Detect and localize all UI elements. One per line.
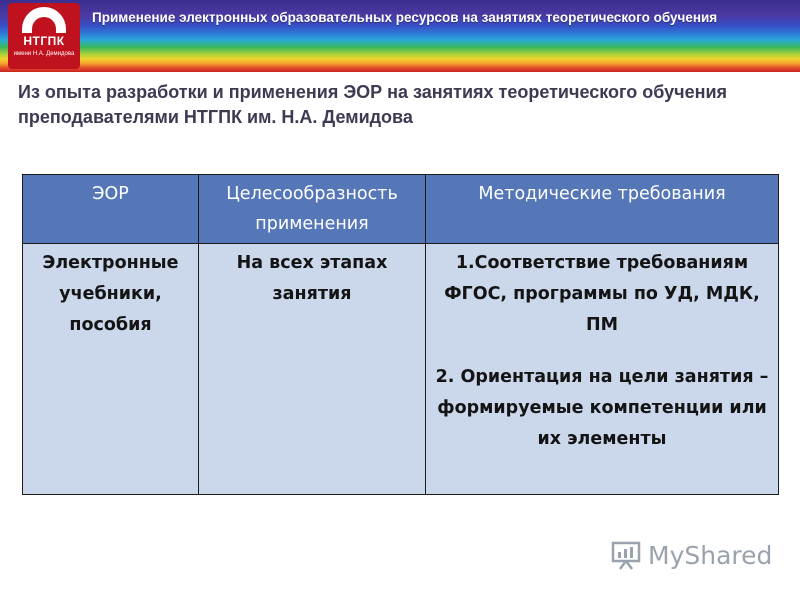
- logo-subtext: имени Н.А. Демидова: [13, 51, 75, 57]
- header-expediency: Целесообразность применения: [199, 175, 426, 244]
- cell-eor-type: Электронные учебники, пособия: [23, 244, 199, 495]
- logo-text: НТГПК: [23, 34, 65, 48]
- cell-requirements: [426, 244, 779, 495]
- requirement-item-1: 1.Соответствие требованиям ФГОС, программы по УД, МДК, ПМ: [444, 253, 760, 335]
- cell-expediency: На всех этапах занятия: [199, 244, 426, 495]
- slide-subtitle: [18, 80, 788, 130]
- table-row: [23, 244, 779, 495]
- header-requirements: Методические требования: [426, 175, 779, 244]
- subtitle-line-2: преподавателями НТГПК им. Н.А. Демидова: [18, 107, 413, 127]
- table-header-row: [23, 175, 779, 244]
- logo-sun-emblem: [22, 7, 66, 33]
- header-eor: ЭОР: [23, 175, 199, 244]
- presentation-board-icon: [610, 539, 642, 571]
- college-logo: [8, 3, 80, 69]
- myshared-watermark: [610, 537, 772, 573]
- header-title: Применение электронных образовательных ресурсов на занятиях теоретического обучения: [92, 10, 718, 25]
- subtitle-line-1: Из опыта разработки и применения ЭОР на занятиях теоретического обучения: [18, 82, 728, 102]
- eor-table: [22, 174, 779, 495]
- requirement-item-2: 2. Ориентация на цели занятия – формируемые компетенции или их элементы: [435, 367, 769, 449]
- requirement-spacer: [432, 341, 772, 362]
- header-banner: [0, 0, 800, 72]
- watermark-text: MyShared: [648, 540, 773, 570]
